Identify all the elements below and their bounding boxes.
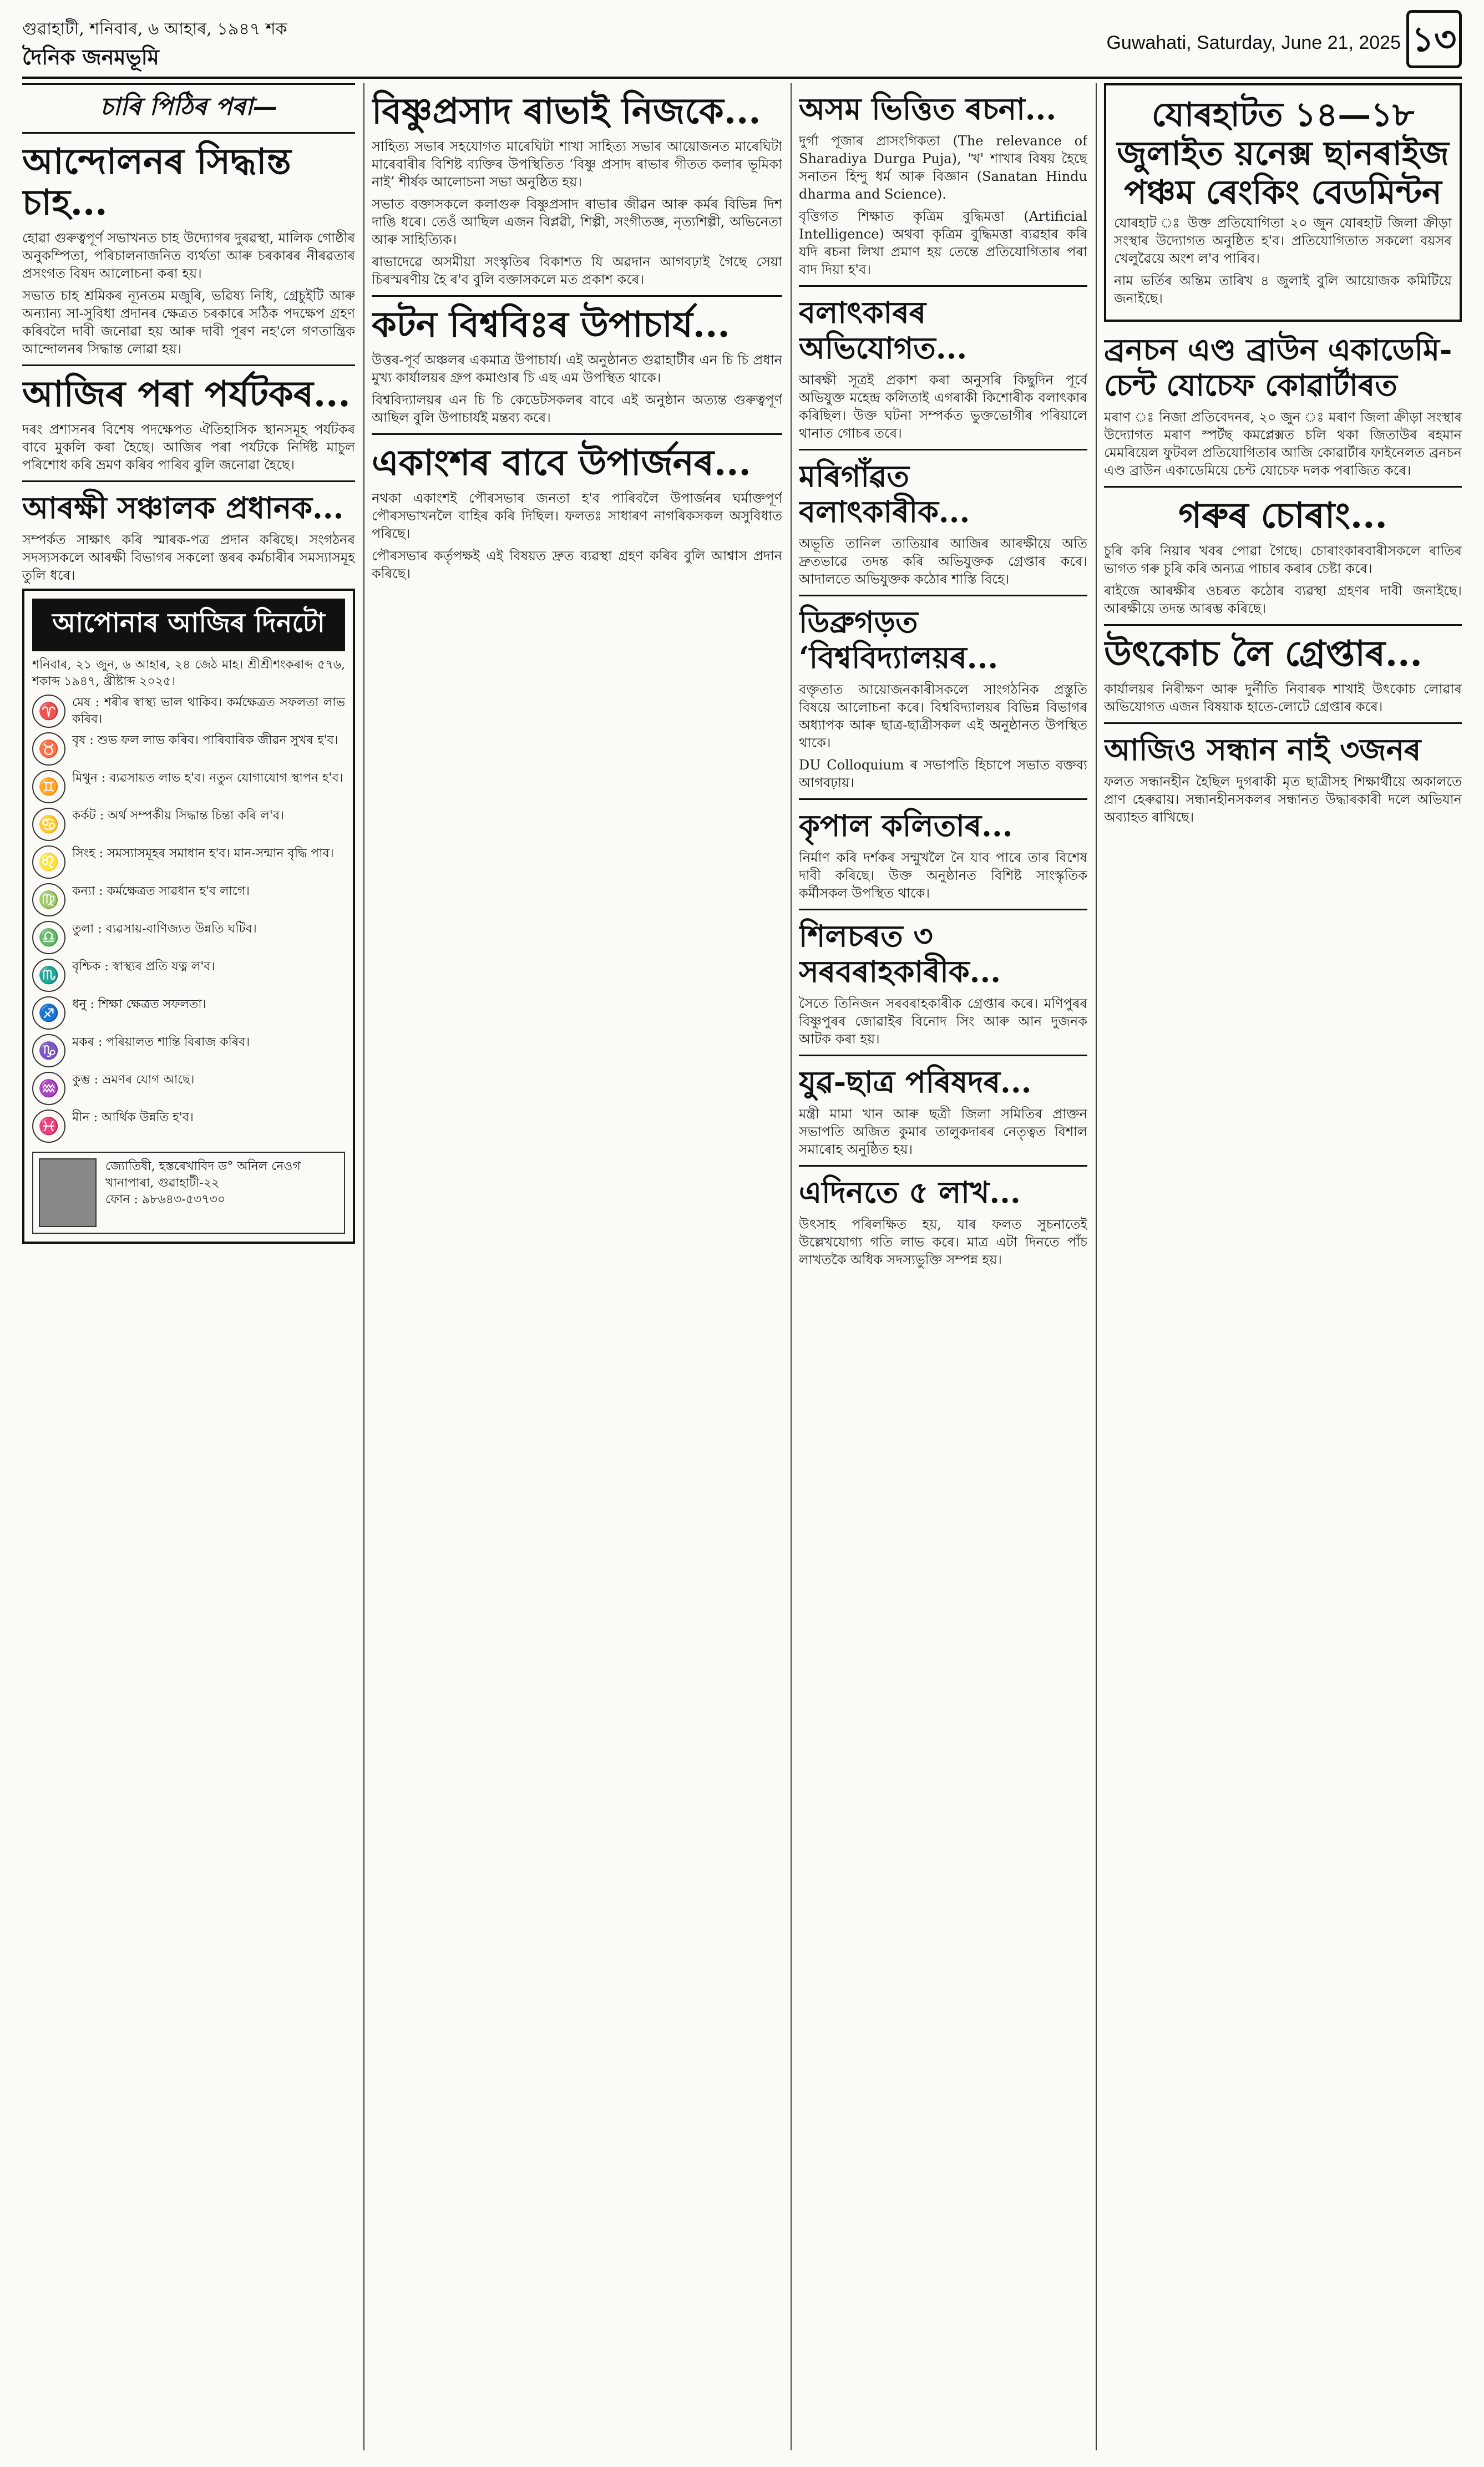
article-paragraph: সভাত চাহ শ্ৰমিকৰ ন্যূনতম মজুৰি, ভৱিষ্য নিধি, গ্ৰেচুইটি আৰু অন্যান্য সা-সুবিধা প্ৰদানৰ ক্ষেত্ৰত চৰকাৰে সঠিক পদক্ষেপ গ্ৰহণ কৰিবলৈ দাবী জনোৱা হয় আৰু দাবী পূৰণ নহ'লে গণতান্ত্ৰিক আন্দোলনৰ সিদ্ধান্ত লোৱা হয়। bbox=[22, 288, 355, 357]
article-paragraph: হোৱা গুৰুত্বপূৰ্ণ সভাখনত চাহ উদ্যোগৰ দুৰৱস্থা, মালিক গোষ্ঠীৰ অনুকম্পিতা, পৰিচালনাজনিত ব্যৰ্থতা আৰু চৰকাৰৰ নীৰৱতাৰ প্ৰসংগত বিষদ আলোচনা কৰা হয়। bbox=[22, 230, 355, 281]
badminton-box bbox=[1104, 83, 1462, 322]
horoscope-sign bbox=[32, 695, 345, 728]
horoscope-text: বৃষ : শুভ ফল লাভ কৰিব। পাৰিবাৰিক জীৱন সুখৰ হ'ব। bbox=[72, 733, 338, 747]
headline-cotton-vc: কটন বিশ্ববিঃৰ উপাচাৰ্য... bbox=[372, 304, 730, 346]
headline-kripal-kalita: কৃপাল কলিতাৰ... bbox=[799, 808, 1013, 843]
horoscope-sign bbox=[32, 1072, 345, 1105]
headline-silchar: শিলচৰত ৩ সৰবৰাহকাৰীক... bbox=[799, 918, 1001, 989]
horoscope-sign bbox=[32, 959, 345, 992]
article-paragraph: ৰাভাদেৱে অসমীয়া সংস্কৃতিৰ বিকাশত যি অৱদান আগবঢ়াই গৈছে সেয়া চিৰস্মৰণীয় হৈ ৰ'ব বুলি বক্তাসকলে মত প্ৰকাশ কৰে। bbox=[372, 254, 782, 287]
horoscope-sign bbox=[32, 808, 345, 841]
headline-rape-allegation: বলাৎকাৰৰ অভিযোগত... bbox=[799, 295, 968, 366]
headline-tea-movement: আন্দোলনৰ সিদ্ধান্ত চাহ... bbox=[22, 141, 291, 224]
headline-morigaon: মৰিগাঁৱত বলাৎকাৰীক... bbox=[799, 458, 970, 529]
divider bbox=[799, 909, 1087, 910]
horoscope-text: বৃশ্চিক : স্বাস্থ্যৰ প্ৰতি যত্ন ল'ব। bbox=[72, 960, 215, 974]
article-paragraph: দৰং প্ৰশাসনৰ বিশেষ পদক্ষেপত ঐতিহাসিক স্থানসমূহ পৰ্যটকৰ বাবে মুকলি কৰা হৈছে। আজিৰ পৰা পৰ্যটকে নিৰ্দিষ্ট মাচুল পৰিশোধ কৰি ভ্ৰমণ কৰিব পাৰিব বুলি জনোৱা হৈছে। bbox=[22, 422, 355, 473]
horoscope-text: তুলা : ব্যৱসায়-বাণিজ্যত উন্নতি ঘটিব। bbox=[72, 922, 257, 936]
article-paragraph: বিশ্ববিদ্যালয়ৰ এন চি চি কেডেটসকলৰ বাবে এই অনুষ্ঠান অত্যন্ত গুৰুত্বপূৰ্ণ আছিল বুলি উপাচাৰ্যই মন্তব্য কৰে। bbox=[372, 392, 782, 425]
astrologer-address: খানাপাৰা, গুৱাহাটী-২২ bbox=[105, 1176, 220, 1190]
horoscope-sign bbox=[32, 732, 345, 766]
article-paragraph: উৎসাহ পৰিলক্ষিত হয়, যাৰ ফলত সুচনাতেই উল্লেখযোগ্য গতি লাভ কৰে। মাত্ৰ এটা দিনতে পাঁচ লাখতকৈ অধিক সদস্যভুক্তি সম্পন্ন হয়। bbox=[799, 1217, 1087, 1268]
article-paragraph: মৰাণ ঃ নিজা প্ৰতিবেদনৰ, ২০ জুন ঃ মৰাণ জিলা ক্ৰীড়া সংস্থাৰ উদ্যোগত মৰাণ স্পৰ্টছ কমপ্লেক্সত চলি থকা জিতাউৰ ৰহমান মেমৰিয়েল ফুটবল প্ৰতিযোগিতাৰ আজি কোৱাৰ্টাৰ ফাইনেলত ব্ৰনচন এণ্ড ব্ৰাউন একাডেমিয়ে চেন্ট যোচেফ দলক পৰাজিত কৰে। bbox=[1104, 409, 1462, 478]
column-4 bbox=[1104, 83, 1462, 2450]
article-paragraph: নথকা একাংশই পৌৰসভাৰ জনতা হ'ব পাৰিবলৈ উপাৰ্জনৰ ঘৰ্মাক্তপূৰ্ণ পৌৰসভাখনলৈ বাহিৰ কৰি দিছিল। ফলতঃ সাধাৰণ নাগৰিকসকল অসুবিধাত পৰিছে। bbox=[372, 490, 782, 541]
leo-icon: ♌ bbox=[32, 845, 65, 879]
headline-livelihood: একাংশৰ বাবে উপাৰ্জনৰ... bbox=[372, 442, 751, 484]
page-number: ১৩ bbox=[1406, 10, 1462, 68]
gemini-icon: ♊ bbox=[32, 770, 65, 803]
article-paragraph: বক্তৃতাত আয়োজনকাৰীসকলে সাংগঠনিক প্ৰস্তুতি বিষয়ে আলোচনা কৰে। বিশ্ববিদ্যালয়ৰ বিভিন্ন বিভাগৰ অধ্যাপক আৰু ছাত্ৰ-ছাত্ৰীসকল এই অনুষ্ঠানত উপস্থিত থাকে। bbox=[799, 682, 1087, 751]
divider bbox=[799, 798, 1087, 800]
headline-essay: অসম ভিত্তিত ৰচনা... bbox=[799, 91, 1057, 126]
article-paragraph: যোৰহাট ঃ উক্ত প্ৰতিযোগিতা ২০ জুন যোৰহাট জিলা ক্ৰীড়া সংস্থাৰ উদ্যোগত অনুষ্ঠিত হ'ব। প্ৰতিযোগিতাত সকলো বয়সৰ খেলুৱৈয়ে অংশ ল'ব পাৰিব। bbox=[1114, 215, 1452, 266]
libra-icon: ♎ bbox=[32, 921, 65, 954]
horoscope-title: আপোনাৰ আজিৰ দিনটো bbox=[32, 599, 345, 651]
cancer-icon: ♋ bbox=[32, 808, 65, 841]
scorpio-icon: ♏ bbox=[32, 959, 65, 992]
article-paragraph: দুৰ্গা পূজাৰ প্ৰাসংগিকতা (The relevance of Sharadiya Durga Puja), 'খ' শাখাৰ বিষয় হৈছে সনাতন হিন্দু ধৰ্ম আৰু বিজ্ঞান (Sanatan Hindu dharma and Science). bbox=[799, 133, 1087, 202]
horoscope-sign bbox=[32, 996, 345, 1030]
horoscope-sign bbox=[32, 1034, 345, 1067]
headline-dibrugarh-university: ডিব্ৰুগড়ত ‘বিশ্ববিদ্যালয়ৰ... bbox=[799, 604, 999, 675]
virgo-icon: ♍ bbox=[32, 883, 65, 916]
divider bbox=[799, 285, 1087, 287]
divider bbox=[1104, 486, 1462, 488]
headline-missing-three: আজিও সন্ধান নাই ৩জনৰ bbox=[1104, 732, 1421, 767]
masthead bbox=[22, 10, 1462, 79]
article-paragraph: আৰক্ষী সূত্ৰই প্ৰকাশ কৰা অনুসৰি কিছুদিন পূৰ্বে অভিযুক্ত মহেন্দ্ৰ কলিতাই এগৰাকী কিশোৰীক বলাৎকাৰ কৰিছিল। উক্ত ঘটনা সম্পৰ্কত ভুক্তভোগীৰ পৰিয়ালে থানাত গোচৰ তৰে। bbox=[799, 372, 1087, 441]
divider bbox=[799, 1055, 1087, 1056]
article-paragraph: অভূতি তানিল তাতিয়াৰ আজিৰ আৰক্ষীয়ে অতি দ্ৰুতভাৱে তদন্ত কৰি অভিযুক্তক গ্ৰেপ্তাৰ কৰে। আদালতে অভিযুক্তক কঠোৰ শাস্তি বিহে। bbox=[799, 536, 1087, 587]
headline-youth-council: যুৱ-ছাত্ৰ পৰিষদৰ... bbox=[799, 1064, 1032, 1100]
horoscope-intro: শনিবাৰ, ২১ জুন, ৬ আহাৰ, ২৪ জেঠ মাহ। শ্ৰীশ্ৰীশংকৰাব্দ ৫৭৬, শকাব্দ ১৯৪৭, খ্ৰীষ্টাব্দ ২০২৫। bbox=[32, 658, 345, 688]
article-paragraph: সভাত বক্তাসকলে কলাগুৰু বিষ্ণুপ্ৰসাদ ৰাভাৰ জীৱন আৰু কৰ্মৰ বিভিন্ন দিশ দাঙি ধৰে। তেওঁ আছিল এজন বিপ্লৱী, শিল্পী, সংগীতজ্ঞ, নৃত্যশিল্পী, অভিনেতা আৰু সাহিত্যিক। bbox=[372, 196, 782, 247]
section-banner: চাৰি পিঠিৰ পৰা— bbox=[22, 83, 355, 134]
capricorn-icon: ♑ bbox=[32, 1034, 65, 1067]
horoscope-text: সিংহ : সমস্যাসমূহৰ সমাধান হ'ব। মান-সন্মান বৃদ্ধি পাব। bbox=[72, 847, 334, 860]
horoscope-sign bbox=[32, 770, 345, 803]
horoscope-text: মিথুন : ব্যৱসায়ত লাভ হ'ব। নতুন যোগাযোগ স্থাপন হ'ব। bbox=[72, 771, 343, 785]
article-paragraph: বৃত্তিগত শিক্ষাত কৃত্ৰিম বুদ্ধিমত্তা (Artificial Intelligence) অথবা কৃত্ৰিম বুদ্ধিমত্তা ব্যৱহাৰ কৰি যদি ৰচনা লিখা প্ৰমাণ হয় তেন্তে প্ৰতিযোগিতাৰ পৰা বাদ দিয়া হ'ব। bbox=[799, 209, 1087, 277]
article-paragraph: উত্তৰ-পূৰ্ব অঞ্চলৰ একমাত্ৰ উপাচাৰ্য। এই অনুষ্ঠানত গুৱাহাটীৰ এন চি চি প্ৰধান মুখ্য কাৰ্যালয়ৰ গ্ৰুপ কমাণ্ডাৰ চি এছ এম উপস্থিত থাকে। bbox=[372, 352, 782, 386]
horoscope-sign bbox=[32, 1110, 345, 1143]
horoscope-sign bbox=[32, 845, 345, 879]
sagittarius-icon: ♐ bbox=[32, 996, 65, 1030]
horoscope-text: কৰ্কট : অৰ্থ সম্পৰ্কীয় সিদ্ধান্ত চিন্তা কৰি ল'ব। bbox=[72, 809, 284, 823]
astrologer-phone: ফোন : ৯৮৬৪৩-৫৩৭৩০ bbox=[105, 1193, 226, 1207]
column-rule bbox=[363, 83, 364, 2450]
article-paragraph: কাৰ্যালয়ৰ নিৰীক্ষণ আৰু দুৰ্নীতি নিবাৰক শাখাই উৎকোচ লোৱাৰ অভিযোগত এজন বিষয়াক হাতে-লোটে গ্ৰেপ্তাৰ কৰে। bbox=[1104, 681, 1462, 715]
divider bbox=[22, 364, 355, 366]
masthead-date-english: Guwahati, Saturday, June 21, 2025 bbox=[1106, 32, 1401, 53]
divider bbox=[1104, 624, 1462, 626]
divider bbox=[372, 295, 782, 297]
divider bbox=[799, 1165, 1087, 1167]
pisces-icon: ♓ bbox=[32, 1110, 65, 1143]
article-paragraph: চুৰি কৰি নিয়াৰ খবৰ পোৱা গৈছে। চোৰাংকাৰবাৰীসকলে ৰাতিৰ ভাগত গৰু চুৰি কৰি অন্যত্ৰ পাচাৰ কৰাৰ চেষ্টা কৰে। bbox=[1104, 543, 1462, 576]
divider bbox=[1104, 722, 1462, 724]
headline-bishnu-rabha: বিষ্ণুপ্ৰসাদ ৰাভাই নিজকে... bbox=[372, 90, 761, 132]
divider bbox=[22, 480, 355, 482]
article-paragraph: নাম ভৰ্তিৰ অন্তিম তাৰিখ ৪ জুলাই বুলি আয়োজক কমিটিয়ে জনাইছে। bbox=[1114, 273, 1452, 306]
divider bbox=[799, 595, 1087, 596]
column-1 bbox=[22, 83, 355, 2450]
column-rule bbox=[1096, 83, 1097, 2450]
article-paragraph: ৰাইজে আৰক্ষীৰ ওচৰত কঠোৰ ব্যৱস্থা গ্ৰহণৰ দাবী জনাইছে। আৰক্ষীয়ে তদন্ত আৰম্ভ কৰিছে। bbox=[1104, 583, 1462, 616]
divider bbox=[372, 433, 782, 435]
headline-tourists: আজিৰ পৰা পৰ্যটকৰ... bbox=[22, 373, 351, 415]
masthead-brand: দৈনিক জনমভূমি bbox=[22, 44, 159, 69]
horoscope-text: কন্যা : কৰ্মক্ষেত্ৰত সাৱধান হ'ব লাগে। bbox=[72, 884, 250, 898]
headline-bribe-arrest: উৎকোচ লৈ গ্ৰেপ্তাৰ... bbox=[1104, 633, 1422, 675]
headline-bronson-brown: ব্ৰনচন এণ্ড ব্ৰাউন একাডেমি-চেন্ট যোচেফ কোৱাৰ্টাৰত bbox=[1104, 332, 1452, 403]
aries-icon: ♈ bbox=[32, 695, 65, 728]
article-paragraph: নিৰ্মাণ কৰি দৰ্শকৰ সন্মুখলৈ নৈ যাব পাৰে তাৰ বিশেষ দাবী কৰিছে। উক্ত অনুষ্ঠানত বিশিষ্ট সাংস্কৃতিক কৰ্মীসকল উপস্থিত থাকে। bbox=[799, 850, 1087, 901]
column-3 bbox=[799, 83, 1087, 2450]
horoscope-box bbox=[22, 589, 355, 1244]
horoscope-text: কুম্ভ : ভ্ৰমণৰ যোগ আছে। bbox=[72, 1073, 195, 1087]
article-paragraph: ফলত সন্ধানহীন হৈছিল দুগৰাকী মৃত ছাত্ৰীসহ শিক্ষাৰ্থীয়ে অকালতে প্ৰাণ হেৰুৱায়। সন্ধানহীনসকলৰ সন্ধানত উদ্ধাৰকাৰী দলে অভিযান অব্যাহত ৰাখিছে। bbox=[1104, 774, 1462, 825]
column-rule bbox=[791, 83, 792, 2450]
article-paragraph: সাহিত্য সভাৰ সহযোগত মাৰেঘিটা শাখা সাহিত্য সভাৰ আয়োজনত মাৰেঘিটা মাৰেবাৰীৰ বিশিষ্ট ব্যক্তিৰ উপস্থিতিত ‘বিষ্ণু প্ৰসাদ ৰাভাৰ গীতত কলাৰ ভূমিকা নাই’ শীৰ্ষক আলোচনা সভা অনুষ্ঠিত হয়। bbox=[372, 139, 782, 190]
headline-police-chief: আৰক্ষী সঞ্চালক প্ৰধানক... bbox=[22, 490, 344, 525]
astrologer-credit bbox=[32, 1152, 345, 1234]
article-paragraph: DU Colloquium ৰ সভাপতি হিচাপে সভাত বক্তব্য আগবঢ়ায়। bbox=[799, 757, 1087, 791]
horoscope-sign bbox=[32, 883, 345, 916]
headline-cattle-smuggling: গৰুৰ চোৰাং... bbox=[1178, 495, 1387, 536]
article-paragraph: সৈতে তিনিজন সৰবৰাহকাৰীক গ্ৰেপ্তাৰ কৰে। মণিপুৰৰ বিষ্ণুপুৰৰ জোৱাইৰ বিনোদ সিং আৰু আন দুজনক আটক কৰা হয়। bbox=[799, 996, 1087, 1047]
headline-five-lakh: এদিনতে ৫ লাখ... bbox=[799, 1174, 1021, 1210]
column-2 bbox=[372, 83, 782, 2450]
horoscope-text: মকৰ : পৰিয়ালত শান্তি বিৰাজ কৰিব। bbox=[72, 1035, 250, 1049]
masthead-date-assamese: গুৱাহাটী, শনিবাৰ, ৬ আহাৰ, ১৯৪৭ শক bbox=[22, 19, 287, 39]
article-paragraph: পৌৰসভাৰ কৰ্তৃপক্ষই এই বিষয়ত দ্ৰুত ব্যৱস্থা গ্ৰহণ কৰিব বুলি আশ্বাস প্ৰদান কৰিছে। bbox=[372, 548, 782, 581]
astrologer-name: জ্যোতিষী, হস্তৰেখাবিদ ড° অনিল নেওগ bbox=[105, 1159, 301, 1173]
horoscope-text: মীন : আৰ্থিক উন্নতি হ'ব। bbox=[72, 1111, 194, 1124]
avatar bbox=[39, 1158, 97, 1227]
aquarius-icon: ♒ bbox=[32, 1072, 65, 1105]
article-paragraph: মন্ত্ৰী মামা খান আৰু ছত্ৰী জিলা সমিতিৰ প্ৰাক্তন সভাপতি অজিত কুমাৰ তালুকদাৰৰ নেতৃত্বত বিশাল সমাৰোহ অনুষ্ঠিত হয়। bbox=[799, 1106, 1087, 1157]
article-paragraph: সম্পৰ্কত সাক্ষাৎ কৰি স্মাৰক-পত্ৰ প্ৰদান কৰিছে। সংগঠনৰ সদস্যসকলে আৰক্ষী বিভাগৰ সকলো স্তৰৰ কৰ্মচাৰীৰ সমস্যাসমূহ তুলি ধৰে। bbox=[22, 532, 355, 583]
horoscope-sign bbox=[32, 921, 345, 954]
divider bbox=[799, 449, 1087, 450]
taurus-icon: ♉ bbox=[32, 732, 65, 766]
horoscope-text: মেষ : শৰীৰ স্বাস্থ্য ভাল থাকিব। কৰ্মক্ষেত্ৰত সফলতা লাভ কৰিব। bbox=[72, 696, 345, 726]
headline-badminton: যোৰহাটত ১৪—১৮ জুলাইত য়নেক্স ছানৰাইজ পঞ্চম ৰেংকিং বেডমিন্টন bbox=[1117, 95, 1449, 212]
horoscope-text: ধনু : শিক্ষা ক্ষেত্ৰত সফলতা। bbox=[72, 997, 206, 1011]
